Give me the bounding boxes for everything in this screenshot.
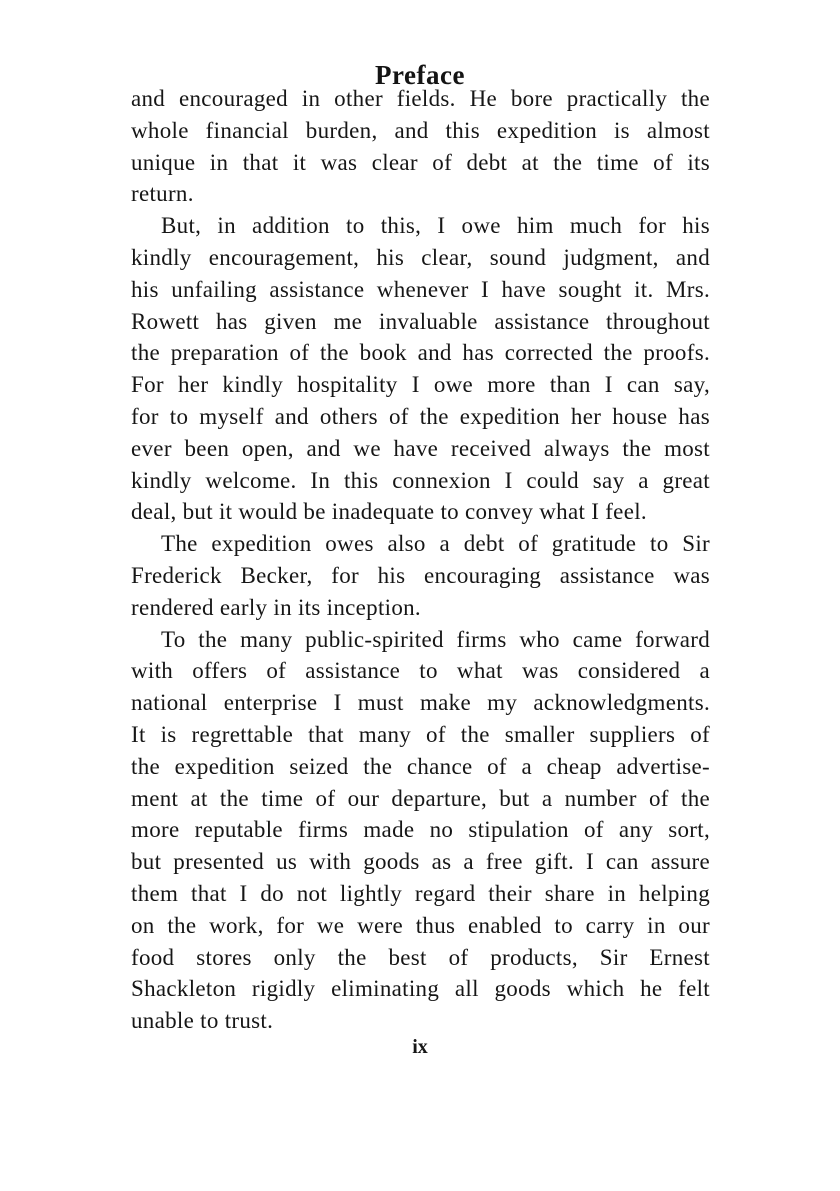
text-line: Rowett has given me invaluable assistance throughout	[131, 308, 710, 334]
text-line: deal, but it would be inadequate to convey what I feel.	[131, 499, 647, 525]
text-line: To the many public-spirited firms who came forward	[161, 626, 710, 652]
text-line: kindly welcome. In this connexion I could say a great	[131, 467, 710, 493]
page-number: ix	[412, 1036, 428, 1058]
text-line: the expedition seized the chance of a cheap advertise-	[131, 753, 710, 779]
text-line: ever been open, and we have received always the most	[131, 435, 710, 461]
text-line: food stores only the best of products, Sir Ernest	[131, 944, 710, 970]
text-line: on the work, for we were thus enabled to carry in our	[131, 912, 710, 938]
text-line: his unfailing assistance whenever I have sought it. Mrs.	[131, 276, 710, 302]
text-line: with offers of assistance to what was considered a	[131, 658, 710, 684]
text-line: unique in that it was clear of debt at the time of its	[131, 149, 710, 175]
text-line: the preparation of the book and has corrected the proofs.	[131, 340, 710, 366]
text-line: rendered early in its inception.	[131, 594, 421, 620]
text-line: For her kindly hospitality I owe more than I can say,	[131, 372, 710, 398]
text-line: and encouraged in other fields. He bore practically the	[131, 86, 710, 111]
text-line: ment at the time of our departure, but a number of the	[131, 785, 710, 811]
text-line: national enterprise I must make my acknowledgments.	[131, 690, 710, 716]
text-line: The expedition owes also a debt of gratitude to Sir	[161, 531, 710, 557]
body-text	[131, 83, 710, 1037]
text-line: for to myself and others of the expedition her house has	[131, 403, 710, 429]
text-line: return.	[131, 181, 194, 207]
text-line: but presented us with goods as a free gift. I can assure	[131, 849, 710, 875]
text-line: It is regrettable that many of the smaller suppliers of	[131, 721, 710, 747]
text-line: But, in addition to this, I owe him much for his	[161, 213, 710, 239]
page-title: Preface	[375, 60, 465, 90]
text-line: more reputable firms made no stipulation of any sort,	[131, 817, 710, 843]
text-line: unable to trust.	[131, 1008, 274, 1034]
text-line: kindly encouragement, his clear, sound judgment, and	[131, 244, 710, 270]
text-line: them that I do not lightly regard their share in helping	[131, 880, 710, 906]
text-line: Shackleton rigidly eliminating all goods which he felt	[131, 976, 710, 1002]
text-line: whole financial burden, and this expedition is almost	[131, 117, 710, 143]
text-line: Frederick Becker, for his encouraging assistance was	[131, 562, 710, 588]
